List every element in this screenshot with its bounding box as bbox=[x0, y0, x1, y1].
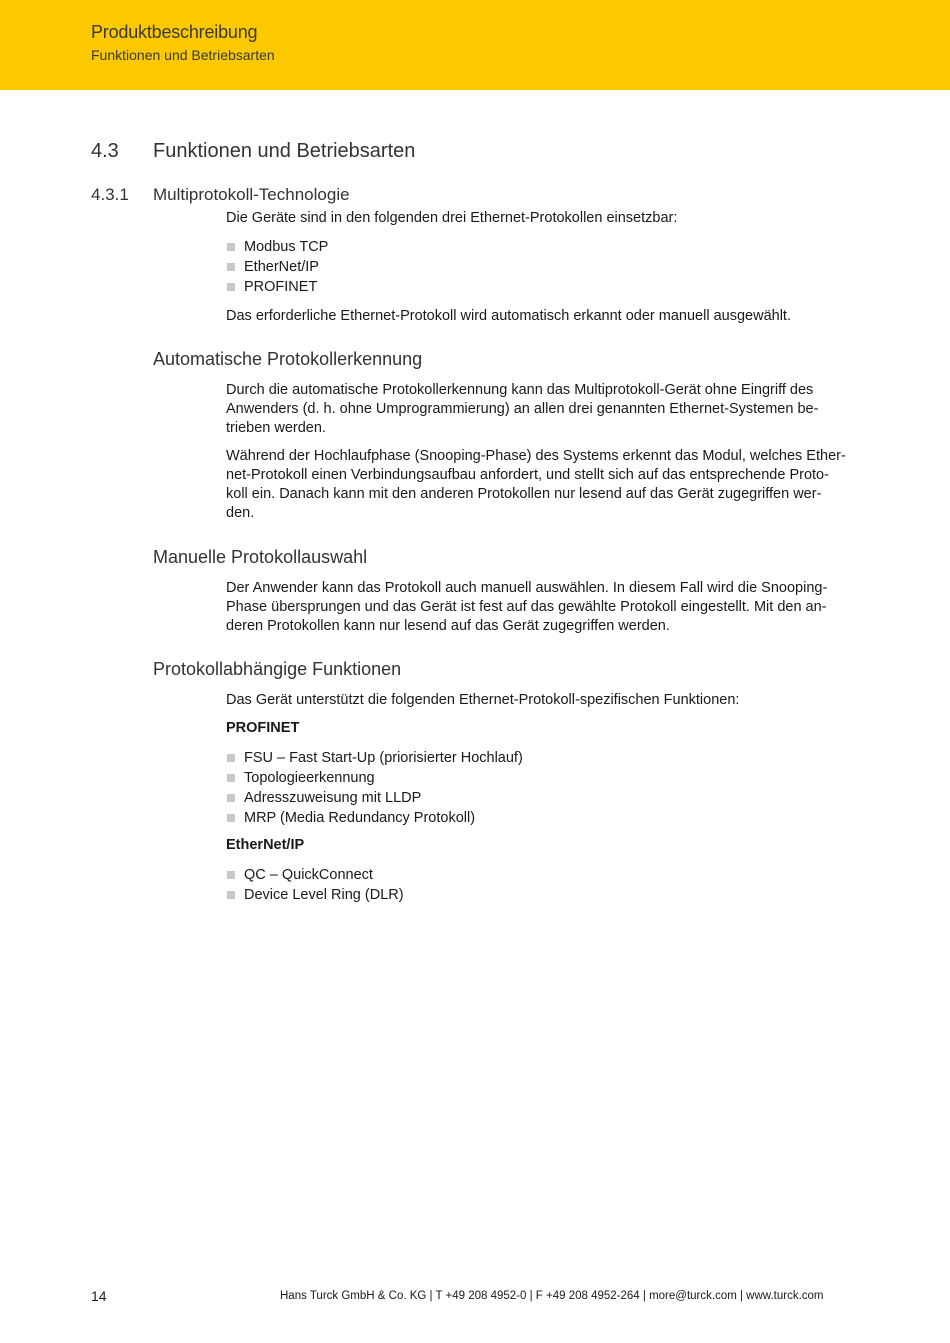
bullet-square-icon bbox=[227, 263, 235, 271]
auto-detect-paragraph-1: Durch die automatische Protokollerkennung kann das Multiprotokoll-Gerät ohne Eingriff des Anwenders (d. h. ohne Umprogrammierung) an allen drei genannten Ethernet-Systemen be- trieben werden. bbox=[226, 382, 819, 436]
header-title: Produktbeschreibung bbox=[91, 22, 258, 42]
manual-paragraph: Der Anwender kann das Protokoll auch manuell auswählen. In diesem Fall wird die Snooping- Phase übersprungen und das Gerät ist fest auf das gewählte Protokoll eingestellt. Mit den an- deren Protokollen kann nur lesend auf das Gerät zugegriffen werden. bbox=[226, 580, 828, 634]
bullet-square-icon bbox=[227, 243, 235, 251]
list-item: PROFINET bbox=[226, 277, 328, 297]
bullet-square-icon bbox=[227, 814, 235, 822]
ethernetip-feature-list bbox=[226, 865, 404, 905]
profinet-feature-list bbox=[226, 748, 523, 828]
manual-heading: Manuelle Protokollauswahl bbox=[153, 547, 368, 567]
ethernetip-label: EtherNet/IP bbox=[226, 837, 305, 853]
dependent-functions-heading: Protokollabhängige Funktionen bbox=[153, 659, 402, 679]
dependent-intro-paragraph: Das Gerät unterstützt die folgenden Ethernet-Protokoll-spezifischen Funktionen: bbox=[226, 692, 740, 708]
profinet-label: PROFINET bbox=[226, 720, 300, 736]
bullet-square-icon bbox=[227, 754, 235, 762]
protocol-list bbox=[226, 237, 328, 297]
bullet-square-icon bbox=[227, 774, 235, 782]
header-subtitle: Funktionen und Betriebsarten bbox=[91, 47, 275, 63]
auto-detect-paragraph-2: Während der Hochlaufphase (Snooping-Phase) des Systems erkennt das Modul, welches Ether- net-Protokoll einen Verbindungsaufbau anfordert, und stellt sich auf das entsprechende Proto- koll ein. Danach kann mit den anderen Protokollen nur lesend auf das Gerät zugegriffen wer- den. bbox=[226, 448, 846, 521]
bullet-square-icon bbox=[227, 283, 235, 291]
list-item: QC – QuickConnect bbox=[226, 865, 404, 885]
outro-paragraph: Das erforderliche Ethernet-Protokoll wird automatisch erkannt oder manuell ausgewählt. bbox=[226, 308, 791, 324]
list-item: Modbus TCP bbox=[226, 237, 328, 257]
list-item: FSU – Fast Start-Up (priorisierter Hochlauf) bbox=[226, 748, 523, 768]
section-number: 4.3 bbox=[91, 140, 119, 162]
auto-detect-heading: Automatische Protokollerkennung bbox=[153, 349, 423, 369]
subsection-number: 4.3.1 bbox=[91, 185, 129, 204]
bullet-square-icon bbox=[227, 794, 235, 802]
page-header bbox=[0, 0, 950, 90]
list-item: MRP (Media Redundancy Protokoll) bbox=[226, 808, 523, 828]
intro-paragraph: Die Geräte sind in den folgenden drei Ethernet-Protokollen einsetzbar: bbox=[226, 210, 678, 226]
list-item: Topologieerkennung bbox=[226, 768, 523, 788]
section-title: Funktionen und Betriebsarten bbox=[153, 140, 416, 162]
page-number: 14 bbox=[91, 1288, 107, 1304]
bullet-square-icon bbox=[227, 871, 235, 879]
list-item: Adresszuweisung mit LLDP bbox=[226, 788, 523, 808]
subsection-title: Multiprotokoll-Technologie bbox=[153, 185, 350, 204]
bullet-square-icon bbox=[227, 891, 235, 899]
list-item: EtherNet/IP bbox=[226, 257, 328, 277]
footer-company-info: Hans Turck GmbH & Co. KG | T +49 208 4952-0 | F +49 208 4952-264 | more@turck.com | www.turck.com bbox=[280, 1290, 824, 1302]
list-item: Device Level Ring (DLR) bbox=[226, 885, 404, 905]
